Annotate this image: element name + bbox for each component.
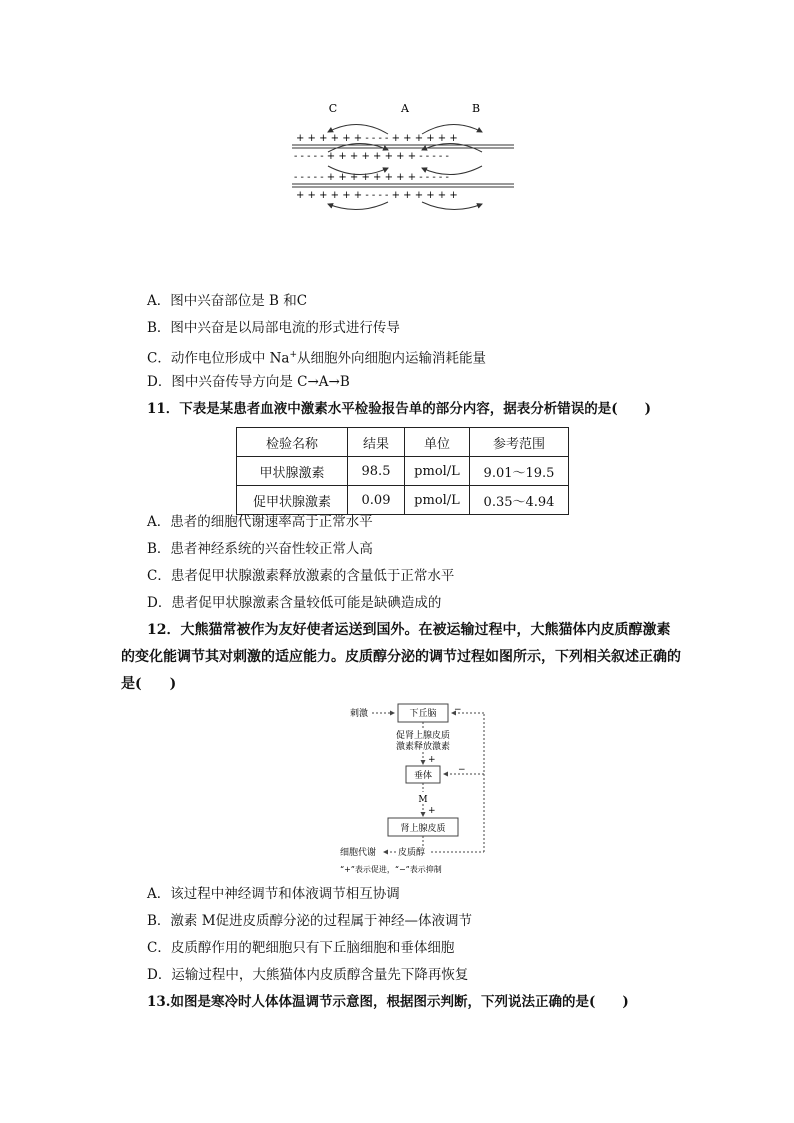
q12-option-d: D．运输过程中，大熊猫体内皮质醇含量先下降再恢复	[147, 967, 469, 983]
table-header-row	[237, 428, 569, 457]
q11-option-c: C．患者促甲状腺激素释放激素的含量低于正常水平	[147, 568, 455, 584]
cortisol-label: 皮质醇	[398, 848, 426, 858]
q11-option-a: A．患者的细胞代谢速率高于正常水平	[147, 514, 373, 530]
hypothalamus-box: 下丘脑	[409, 709, 437, 719]
q12-option-c: C．皮质醇作用的靶细胞只有下丘脑细胞和垂体细胞	[147, 940, 455, 956]
metabolism-label: 细胞代谢	[340, 848, 377, 858]
minus-sign: −	[458, 765, 466, 775]
q13-stem: 13.如图是寒冷时人体体温调节示意图，根据图示判断，下列说法正确的是( )	[147, 994, 629, 1010]
table-header: 结果	[348, 428, 405, 457]
hormone-report-table	[236, 427, 569, 515]
membrane-row-top: + + + + + + - - - - + + + + + +	[296, 133, 458, 144]
crh-label-line1: 促肾上腺皮质	[395, 731, 451, 741]
q10-option-d: D．图中兴奋传导方向是 C→A→B	[147, 374, 350, 390]
label-b: B	[471, 102, 481, 115]
table-row	[237, 457, 569, 486]
q12-option-b: B．激素 M促进皮质醇分泌的过程属于神经—体液调节	[147, 913, 473, 929]
nerve-conduction-figure	[288, 96, 518, 216]
plus-sign: +	[428, 755, 436, 765]
label-a: A	[401, 102, 409, 115]
table-cell: 促甲状腺激素	[237, 486, 348, 515]
table-header: 单位	[405, 428, 470, 457]
table-row	[237, 486, 569, 515]
table-header: 参考范围	[470, 428, 569, 457]
diagram-legend: “+”表示促进，“−”表示抑制	[340, 865, 442, 874]
stimulus-label: 刺激	[350, 709, 369, 719]
table-cell: 9.01～19.5	[470, 457, 569, 486]
membrane-row-2: - - - - - + + + + + + + + - - - - -	[294, 151, 449, 162]
pituitary-box: 垂体	[413, 771, 433, 781]
q11-option-b: B．患者神经系统的兴奋性较正常人高	[147, 541, 373, 557]
label-c: C	[328, 102, 338, 115]
adrenal-cortex-box: 肾上腺皮质	[400, 824, 446, 834]
hormone-m-label: M	[418, 795, 428, 805]
table-cell: pmol/L	[405, 486, 470, 515]
q11-option-d: D．患者促甲状腺激素含量较低可能是缺碘造成的	[147, 595, 442, 611]
table-cell: 0.09	[348, 486, 405, 515]
q10-option-a: A．图中兴奋部位是 B 和C	[147, 293, 308, 309]
q10-option-c: C．动作电位形成中 Na+从细胞外向细胞内运输消耗能量	[147, 350, 487, 367]
q11-stem: 11．下表是某患者血液中激素水平检验报告单的部分内容，据表分析错误的是( )	[147, 401, 652, 417]
table-cell: 0.35～4.94	[470, 486, 569, 515]
membrane-row-3: - - - - - + + + + + + + + - - - - -	[294, 172, 449, 183]
table-cell: pmol/L	[405, 457, 470, 486]
q10-option-b: B．图中兴奋是以局部电流的形式进行传导	[147, 320, 400, 336]
table-header: 检验名称	[237, 428, 348, 457]
cortisol-regulation-diagram	[336, 700, 496, 876]
membrane-row-bottom: + + + + + + - - - - + + + + + +	[296, 190, 458, 201]
q12-option-a: A．该过程中神经调节和体液调节相互协调	[147, 886, 400, 902]
table-cell: 98.5	[348, 457, 405, 486]
table-cell: 甲状腺激素	[237, 457, 348, 486]
crh-label-line2: 激素释放激素	[395, 742, 451, 752]
q12-stem: 12．大熊猫常被作为友好使者运送到国外。在被运输过程中，大熊猫体内皮质醇激素的变化能调节其对刺激的适应能力。皮质醇分泌的调节过程如图所示，下列相关叙述正确的是( )	[121, 622, 681, 692]
minus-sign: −	[454, 705, 462, 715]
plus-sign: +	[428, 806, 436, 816]
